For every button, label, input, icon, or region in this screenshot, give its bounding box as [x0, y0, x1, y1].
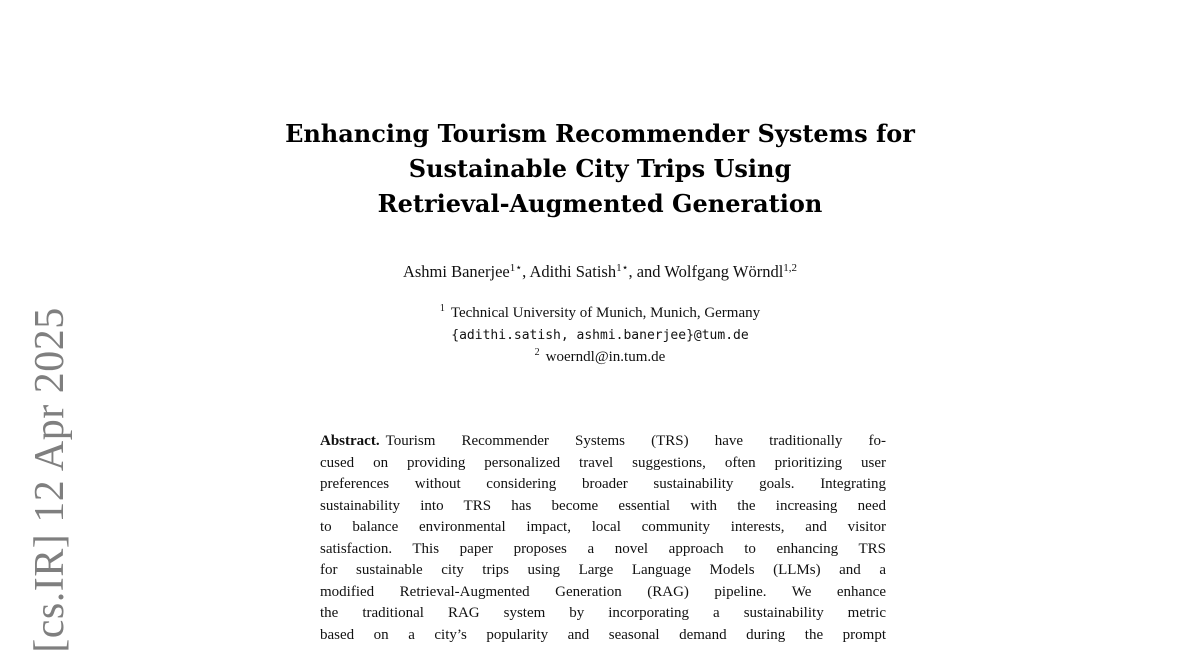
affiliation-1-mark: 1	[439, 303, 445, 314]
author-3-affiliation-mark: 1,2	[783, 262, 798, 274]
abstract-line: cused on providing personalized travel suggestions, often prioritizing user	[320, 454, 886, 471]
abstract-line: sustainability into TRS has become essential with the increasing need	[320, 497, 886, 514]
author-separator-1: ,	[522, 262, 530, 281]
abstract-line: preferences without considering broader sustainability goals. Integrating	[320, 476, 886, 492]
affiliation-1-email: {adithi.satish, ashmi.banerjee}@tum.de	[451, 328, 749, 343]
abstract-line: for sustainable city trips using Large Language Models (LLMs) and a	[320, 562, 886, 578]
author-1-affiliation-mark: 1⋆	[509, 262, 523, 274]
affiliation-2	[0, 349, 1200, 366]
affiliation-2-email: woerndl@in.tum.de	[545, 349, 666, 365]
author-list	[0, 262, 1200, 282]
title-line-2: Sustainable City Trips Using	[408, 154, 792, 183]
abstract-line: satisfaction. This paper proposes a novel approach to enhancing TRS	[320, 540, 886, 557]
affiliation-1-text: Technical University of Munich, Munich, Germany	[450, 305, 761, 321]
author-2-name: Adithi Satish	[529, 262, 617, 281]
arxiv-identifier-stamp: [cs.IR] 12 Apr 2025	[27, 307, 73, 653]
author-separator-2: , and	[628, 262, 665, 281]
abstract-line: based on a city’s popularity and seasonal demand during the prompt	[320, 626, 886, 643]
paper-title	[0, 116, 1200, 221]
title-line-3: Retrieval-Augmented Generation	[377, 189, 823, 218]
author-3-name: Wolfgang Wörndl	[664, 262, 784, 281]
abstract-label: Abstract.	[320, 433, 380, 449]
affiliation-1	[0, 305, 1200, 322]
title-line-1: Enhancing Tourism Recommender Systems for	[285, 119, 915, 148]
abstract-line	[320, 431, 886, 453]
abstract-line: to balance environmental impact, local community interests, and visitor	[320, 519, 886, 535]
abstract-block	[320, 431, 886, 646]
abstract-line-text: Tourism Recommender Systems (TRS) have traditionally fo-	[385, 433, 886, 449]
author-2-affiliation-mark: 1⋆	[616, 262, 629, 274]
abstract-line: the traditional RAG system by incorporating a sustainability metric	[320, 605, 886, 621]
abstract-line: modified Retrieval-Augmented Generation (RAG) pipeline. We enhance	[320, 583, 886, 600]
affiliation-2-mark: 2	[534, 347, 540, 358]
author-1-name: Ashmi Banerjee	[402, 262, 510, 281]
